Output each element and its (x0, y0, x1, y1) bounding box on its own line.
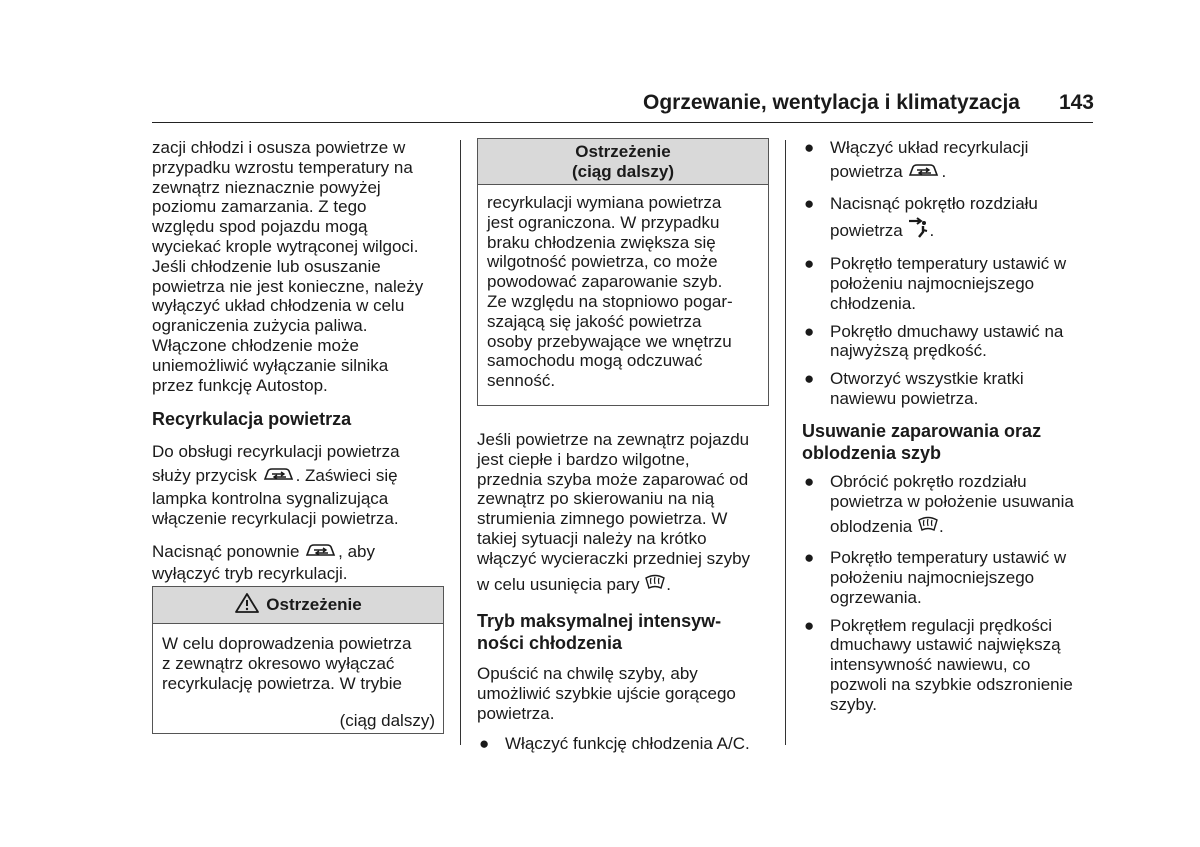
page-number: 143 (1058, 91, 1094, 114)
fogging-paragraph (477, 430, 769, 597)
column-2 (477, 138, 769, 754)
bullet-dot: ● (804, 254, 815, 274)
text-line: umożliwić szybkie ujście gorącego (477, 684, 736, 704)
list-item (477, 734, 769, 754)
text-line: jest ograniczona. W przypadku (487, 212, 720, 232)
text-line: W celu doprowadzenia powietrza (162, 634, 412, 653)
bullet-dot: ● (804, 615, 815, 635)
text-line: nawiewu powietrza. (830, 388, 979, 408)
text-line: wyłączyć układ chłodzenia w celu (152, 296, 405, 316)
text-line: szającą się jakość powietrza (487, 311, 702, 331)
list-item (802, 616, 1094, 715)
text-line: powodować zaparowanie szyb. (487, 272, 723, 292)
warning-header (478, 139, 768, 185)
text-line: włączenie recyrkulacji powietrza. (152, 508, 399, 528)
text-line: Pokrętło temperatury ustawić w (830, 548, 1067, 568)
text-segment: . (938, 517, 944, 537)
text-line: Pokrętło dmuchawy ustawić na (830, 321, 1064, 341)
text-segment: . (941, 161, 947, 181)
text-line: Otworzyć wszystkie kratki (830, 369, 1024, 389)
text-line: Jeśli chłodzenie lub osuszanie (152, 256, 381, 276)
text-line (830, 162, 1094, 185)
text-line: z zewnątrz okresowo wyłączać (162, 653, 395, 673)
column-1 (152, 138, 444, 731)
text-line: powietrza nie jest konieczne, należy (152, 276, 424, 296)
header-divider (152, 122, 1093, 123)
text-line: Włączone chłodzenie może (152, 335, 359, 355)
text-line: Obrócić pokrętło rozdziału (830, 471, 1027, 491)
warning-body (478, 185, 768, 391)
list-item (802, 548, 1094, 607)
text-line: Ze względu na stopniowo pogar- (487, 291, 733, 311)
recirculation-icon (262, 466, 296, 489)
text-line: zewnątrz po skierowaniu na nią (477, 489, 715, 509)
column-divider-left (460, 140, 461, 745)
text-line: poziomu zamarzania. Z tego (152, 197, 367, 217)
text-line: recyrkulacji wymiana powietrza (487, 193, 722, 212)
heading-line: oblodzenia szyb (802, 442, 942, 463)
text-line: recyrkulację powietrza. W trybie (162, 673, 402, 693)
text-line: położeniu najmocniejszego (830, 273, 1035, 293)
list-item (802, 369, 1094, 409)
defrost-icon (644, 573, 666, 598)
text-line: wilgotność powietrza, co może (487, 252, 718, 272)
continued-label: (ciąg dalszy) (339, 711, 435, 731)
recirculation-icon (304, 542, 338, 565)
text-line: wyciekać krople wytrąconej wilgoci. (152, 236, 419, 256)
text-line: Włączyć układ recyrkulacji (830, 138, 1029, 157)
list-item (802, 254, 1094, 313)
text-line (830, 217, 1094, 244)
text-line: dmuchawy ustawić największą (830, 635, 1061, 655)
recirculation-icon (907, 162, 941, 185)
column-3 (802, 138, 1094, 715)
text-line: osoby przebywające we wnętrzu (487, 331, 732, 351)
section-heading-recirculation: Recyrkulacja powietrza (152, 409, 352, 430)
text-line: Pokrętło temperatury ustawić w (830, 254, 1067, 274)
recirculation-off-paragraph (152, 542, 444, 585)
text-line: uniemożliwić wyłączanie silnika (152, 355, 389, 375)
text-line: szyby. (830, 694, 877, 714)
intro-paragraph (152, 138, 444, 395)
list-item (802, 194, 1094, 245)
text-line: ogrzewania. (830, 587, 922, 607)
warning-continued-title: (ciąg dalszy) (571, 162, 675, 181)
text-segment: . Zaświeci się (295, 466, 398, 486)
text-line: pozwoli na szybkie odszronienie (830, 674, 1073, 694)
text-line (830, 515, 1094, 540)
bullet-dot: ● (804, 548, 815, 568)
heading-line: Tryb maksymalnej intensyw- (477, 611, 722, 632)
text-line: samochodu mogą odczuwać (487, 351, 703, 371)
section-heading-max-cooling (477, 610, 769, 654)
bullet-dot: ● (804, 471, 815, 491)
text-segment: w celu usunięcia pary (477, 574, 645, 594)
text-line: ograniczenia zużycia paliwa. (152, 316, 368, 336)
warning-triangle-icon (234, 591, 260, 627)
max-cooling-paragraph (477, 664, 769, 723)
text-line: przypadku wzrostu temperatury na (152, 157, 413, 177)
warning-body (153, 624, 443, 693)
text-segment: służy przycisk (152, 466, 262, 486)
text-line: przez funkcję Autostop. (152, 375, 328, 395)
section-heading-defrost (802, 420, 1094, 464)
text-line: zewnątrz nieznacznie powyżej (152, 177, 381, 197)
text-line: względu spod pojazdu mogą (152, 217, 368, 237)
recirculation-paragraph (152, 442, 444, 528)
text-segment: . (666, 574, 671, 594)
text-line: przednia szyba może zaparować od (477, 469, 749, 489)
bullet-dot: ● (804, 193, 815, 213)
list-item (802, 138, 1094, 185)
column-divider-right (785, 140, 786, 745)
text-line: jest ciepłe i bardzo wilgotne, (477, 449, 690, 469)
list-item-text: Włączyć funkcję chłodzenia A/C. (505, 733, 750, 753)
text-line: Nacisnąć pokrętło rozdziału (830, 193, 1038, 213)
warning-title: Ostrzeżenie (266, 595, 362, 614)
text-line: powietrza w położenie usuwania (830, 491, 1074, 511)
defrost-icon (917, 515, 939, 540)
text-line: położeniu najmocniejszego (830, 567, 1035, 587)
warning-box-continued (477, 138, 769, 406)
text-line: senność. (487, 371, 556, 391)
text-line: Pokrętłem regulacji prędkości (830, 615, 1053, 635)
text-line: Jeśli powietrze na zewnątrz pojazdu (477, 430, 750, 449)
bullet-dot: ● (804, 138, 815, 157)
text-line (152, 542, 444, 565)
text-line: Do obsługi recyrkulacji powietrza (152, 442, 400, 462)
text-line (477, 573, 769, 598)
text-line: zacji chłodzi i osusza powietrze w (152, 138, 406, 157)
warning-header (153, 587, 443, 624)
vent-direction-icon (907, 217, 929, 244)
text-segment: powietrza (830, 221, 908, 241)
text-line: najwyższą prędkość. (830, 341, 987, 361)
page-header-title: Ogrzewanie, wentylacja i klimatyzacja (642, 91, 1020, 114)
bullet-dot: ● (804, 321, 815, 341)
text-segment: . (929, 221, 935, 241)
list-item (802, 472, 1094, 540)
text-segment: oblodzenia (830, 517, 917, 537)
text-segment: Nacisnąć ponownie (152, 541, 305, 561)
text-line: intensywność nawiewu, co (830, 655, 1031, 675)
text-line: lampka kontrolna sygnalizująca (152, 488, 389, 508)
heading-line: Usuwanie zaparowania oraz (802, 420, 1042, 441)
warning-box (152, 586, 444, 734)
warning-title: Ostrzeżenie (575, 142, 671, 161)
text-line: strumienia zimnego powietrza. W (477, 509, 728, 529)
bullet-dot: ● (479, 733, 490, 753)
text-line: włączyć wycieraczki przedniej szyby (477, 548, 751, 568)
text-line: chłodzenia. (830, 293, 917, 313)
text-line: powietrza. (477, 703, 555, 723)
heading-line: ności chłodzenia (477, 633, 623, 654)
text-line: wyłączyć tryb recyrkulacji. (152, 564, 348, 584)
bullet-dot: ● (804, 369, 815, 389)
text-line: Opuścić na chwilę szyby, aby (477, 664, 698, 684)
text-segment: powietrza (830, 161, 908, 181)
text-segment: , aby (338, 541, 376, 561)
text-line (152, 466, 444, 489)
text-line: braku chłodzenia zwiększa się (487, 232, 716, 252)
list-item (802, 322, 1094, 362)
text-line: takiej sytuacji należy na krótko (477, 528, 707, 548)
